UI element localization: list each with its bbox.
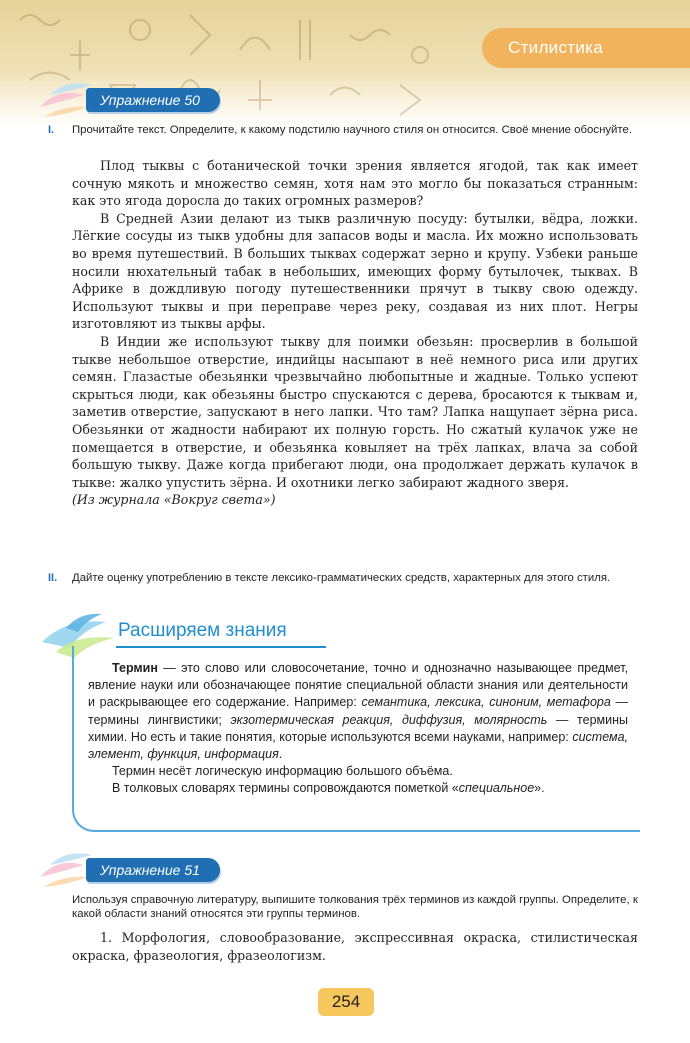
knowledge-text (88, 660, 628, 798)
exercise-50-label: Упражнение 50 (86, 88, 220, 112)
exercise-50-text (72, 157, 638, 509)
text-source: (Из журнала «Вокруг света») (72, 492, 276, 508)
page-number: 254 (318, 988, 374, 1016)
example-chemistry: экзотермическая реакция, диффузия, молярность (230, 712, 548, 727)
dictionary-note: В толковых словарях термины сопровождаются пометкой « (112, 781, 459, 796)
definition-text-3: — термины химии. Но есть и такие понятия, которые используются всеми науками, например: (88, 712, 628, 744)
task-2-number: II. (48, 572, 58, 584)
exercise-51-item-1: 1. Морфология, словообразование, экспрессивная окраска, стилистическая окраска, фразеология, фразеологизм. (72, 930, 638, 963)
example-linguistics: семантика, лексика, синоним, метафора (361, 695, 611, 710)
exercise-50-header (36, 83, 266, 117)
knowledge-paragraph-3 (88, 780, 628, 797)
knowledge-title: Расширяем знания (118, 620, 287, 641)
exercise-50-task-1 (48, 123, 638, 137)
knowledge-paragraph-1 (88, 660, 628, 763)
text-paragraph-1: Плод тыквы с ботанической точки зрения является ягодой, так как имеет сочную мякоть и множество семян, хотя нам это могло бы показаться странным: как это ягода доросла до таких огромных размеров? (72, 158, 638, 209)
section-title-tab: Стилистика (482, 28, 690, 68)
exercise-51-header (36, 853, 266, 887)
definition-text: — это слово или словосочетание, точно и однозначно называющее предмет, явление науки или обозначающее понятие специальной области знания или деятельности и раскрывающее его содержание. Например: (88, 661, 628, 710)
term-word: Термин (112, 661, 158, 675)
task-1-text: Прочитайте текст. Определите, к какому подстилю научного стиля он относится. Своё мнение обоснуйте. (72, 124, 633, 136)
definition-text-2: — термины лингвистики; (88, 695, 628, 727)
text-paragraph-3: В Индии же используют тыкву для поимки обезьян: просверлив в большой тыкве небольшое отверстие, индийцы насыпают в неё немного риса или других семян. Глазастые обезьянки чрезвычайно любопытные и жадные. Только успеют скрыться люди, как обезьяны быстро спускаются с дерева, бросаются к тыквам и, заметив отверстие, запускают в него лапки. Что там? Лапка нащупает зёрна риса. Обезьянки от жадности набирают их полную горсть. Но сжатый кулачок уже не помещается в отверстие, и обезьянка ковыляет на трёх лапках, влача за собой большую тыкву. Даже когда прибегают люди, она продолжает держать кулачок в тыкве: жалко упустить зёрна. И охотники легко забирают жадного зверя. (72, 333, 638, 490)
definition-end: . (278, 747, 283, 762)
exercise-51-items (72, 929, 638, 964)
dictionary-note-end: ». (534, 781, 545, 796)
dictionary-mark: специальное (458, 781, 535, 796)
knowledge-paragraph-2: Термин несёт логическую информацию большого объёма. (112, 764, 453, 779)
exercise-51-task-text: Используя справочную литературу, выпишите толкования трёх терминов из каждой группы. Определите, к какой области знаний относятся эти группы терминов. (72, 894, 638, 920)
exercise-51-task (72, 893, 638, 921)
example-general: система, элемент, функция, информация (88, 729, 628, 762)
exercise-50-task-2 (48, 571, 638, 585)
exercise-51-label: Упражнение 51 (86, 858, 220, 882)
task-2-text: Дайте оценку употреблению в тексте лексико-грамматических средств, характерных для этого стиля. (72, 572, 611, 584)
text-paragraph-2: В Средней Азии делают из тыкв различную посуду: бутылки, вёдра, ложки. Лёгкие сосуды из тыкв удобны для запасов воды и масла. Их можно использовать во время путешествий. В больших тыквах содержат зерно и крупу. Узбеки раньше носили нюхательный табак в небольших, имеющих форму бутылочек, тыквах. В Африке в дождливую погоду путешественники прячут в тыкву свою одежду. Используют тыквы и при переправе через реку, создавая из них плот. Негры изготовляют из тыквы арфы. (72, 210, 638, 332)
task-1-number: I. (48, 124, 55, 136)
